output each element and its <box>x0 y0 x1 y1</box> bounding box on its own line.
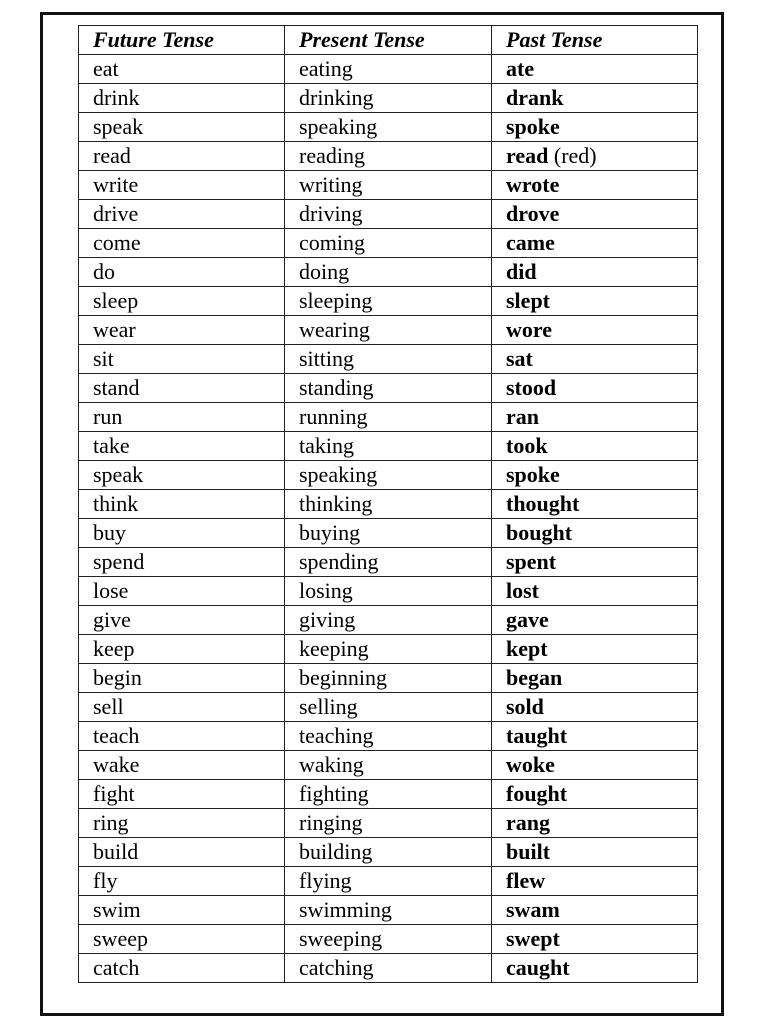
present-tense-cell: speaking <box>285 113 492 142</box>
past-tense-cell <box>492 287 698 316</box>
future-tense-cell: speak <box>79 461 285 490</box>
table-row <box>79 548 698 577</box>
present-tense-cell: losing <box>285 577 492 606</box>
future-tense-cell: buy <box>79 519 285 548</box>
header-past-tense: Past Tense <box>492 26 698 55</box>
future-tense-cell: build <box>79 838 285 867</box>
present-tense-cell: selling <box>285 693 492 722</box>
table-row <box>79 664 698 693</box>
past-tense-cell <box>492 664 698 693</box>
table-row <box>79 693 698 722</box>
table-row <box>79 635 698 664</box>
present-tense-cell: buying <box>285 519 492 548</box>
present-tense-cell: keeping <box>285 635 492 664</box>
past-tense-cell <box>492 867 698 896</box>
present-tense-cell: taking <box>285 432 492 461</box>
past-tense-word: kept <box>506 636 548 661</box>
table-row <box>79 200 698 229</box>
past-tense-word: thought <box>506 491 580 516</box>
past-tense-word: drove <box>506 201 560 226</box>
past-tense-word: woke <box>506 752 555 777</box>
past-tense-cell <box>492 490 698 519</box>
present-tense-cell: writing <box>285 171 492 200</box>
past-tense-word: lost <box>506 578 539 603</box>
table-row <box>79 345 698 374</box>
table-row <box>79 577 698 606</box>
table-row <box>79 780 698 809</box>
present-tense-cell: drinking <box>285 84 492 113</box>
table-row <box>79 809 698 838</box>
past-tense-cell <box>492 722 698 751</box>
table-row <box>79 867 698 896</box>
present-tense-cell: teaching <box>285 722 492 751</box>
present-tense-cell: swimming <box>285 896 492 925</box>
past-tense-cell <box>492 432 698 461</box>
past-tense-cell <box>492 809 698 838</box>
table-row <box>79 606 698 635</box>
present-tense-cell: giving <box>285 606 492 635</box>
past-tense-cell <box>492 461 698 490</box>
present-tense-cell: waking <box>285 751 492 780</box>
past-tense-cell <box>492 55 698 84</box>
past-tense-cell <box>492 838 698 867</box>
future-tense-cell: drink <box>79 84 285 113</box>
past-tense-word: gave <box>506 607 549 632</box>
future-tense-cell: give <box>79 606 285 635</box>
present-tense-cell: beginning <box>285 664 492 693</box>
past-tense-cell <box>492 229 698 258</box>
pronunciation-note: (red) <box>548 143 597 168</box>
past-tense-word: slept <box>506 288 550 313</box>
past-tense-word: did <box>506 259 537 284</box>
past-tense-word: taught <box>506 723 568 748</box>
past-tense-word: fought <box>506 781 568 806</box>
past-tense-word: built <box>506 839 551 864</box>
future-tense-cell: swim <box>79 896 285 925</box>
future-tense-cell: take <box>79 432 285 461</box>
table-row <box>79 287 698 316</box>
present-tense-cell: ringing <box>285 809 492 838</box>
present-tense-cell: speaking <box>285 461 492 490</box>
past-tense-cell <box>492 548 698 577</box>
past-tense-cell <box>492 925 698 954</box>
table-row <box>79 142 698 171</box>
past-tense-cell <box>492 519 698 548</box>
past-tense-word: swept <box>506 926 560 951</box>
future-tense-cell: ring <box>79 809 285 838</box>
present-tense-cell: wearing <box>285 316 492 345</box>
past-tense-word: flew <box>506 868 546 893</box>
table-row <box>79 403 698 432</box>
future-tense-cell: speak <box>79 113 285 142</box>
past-tense-word: read <box>506 143 549 168</box>
past-tense-word: drank <box>506 85 564 110</box>
present-tense-cell: sweeping <box>285 925 492 954</box>
past-tense-word: caught <box>506 955 570 980</box>
table-row <box>79 316 698 345</box>
future-tense-cell: drive <box>79 200 285 229</box>
future-tense-cell: catch <box>79 954 285 983</box>
present-tense-cell: coming <box>285 229 492 258</box>
future-tense-cell: keep <box>79 635 285 664</box>
future-tense-cell: fight <box>79 780 285 809</box>
future-tense-cell: wake <box>79 751 285 780</box>
present-tense-cell: sitting <box>285 345 492 374</box>
future-tense-cell: teach <box>79 722 285 751</box>
past-tense-word: rang <box>506 810 550 835</box>
past-tense-cell <box>492 142 698 171</box>
future-tense-cell: eat <box>79 55 285 84</box>
present-tense-cell: standing <box>285 374 492 403</box>
table-row <box>79 55 698 84</box>
present-tense-cell: thinking <box>285 490 492 519</box>
table-body <box>79 55 698 983</box>
past-tense-cell <box>492 577 698 606</box>
past-tense-cell <box>492 113 698 142</box>
present-tense-cell: flying <box>285 867 492 896</box>
past-tense-word: stood <box>506 375 557 400</box>
present-tense-cell: reading <box>285 142 492 171</box>
past-tense-word: wrote <box>506 172 560 197</box>
table-row <box>79 374 698 403</box>
future-tense-cell: sweep <box>79 925 285 954</box>
present-tense-cell: eating <box>285 55 492 84</box>
past-tense-cell <box>492 374 698 403</box>
past-tense-word: wore <box>506 317 553 342</box>
past-tense-cell <box>492 345 698 374</box>
future-tense-cell: come <box>79 229 285 258</box>
present-tense-cell: sleeping <box>285 287 492 316</box>
present-tense-cell: catching <box>285 954 492 983</box>
present-tense-cell: building <box>285 838 492 867</box>
future-tense-cell: do <box>79 258 285 287</box>
past-tense-cell <box>492 896 698 925</box>
header-future-tense: Future Tense <box>79 26 285 55</box>
present-tense-cell: spending <box>285 548 492 577</box>
future-tense-cell: fly <box>79 867 285 896</box>
past-tense-cell <box>492 780 698 809</box>
past-tense-word: bought <box>506 520 573 545</box>
future-tense-cell: sleep <box>79 287 285 316</box>
present-tense-cell: doing <box>285 258 492 287</box>
past-tense-cell <box>492 84 698 113</box>
past-tense-word: spoke <box>506 114 560 139</box>
table-row <box>79 84 698 113</box>
past-tense-cell <box>492 258 698 287</box>
table-header-row <box>79 26 698 55</box>
future-tense-cell: begin <box>79 664 285 693</box>
past-tense-word: spent <box>506 549 557 574</box>
table-row <box>79 258 698 287</box>
future-tense-cell: lose <box>79 577 285 606</box>
past-tense-cell <box>492 316 698 345</box>
future-tense-cell: sell <box>79 693 285 722</box>
header-present-tense: Present Tense <box>285 26 492 55</box>
past-tense-cell <box>492 606 698 635</box>
present-tense-cell: running <box>285 403 492 432</box>
past-tense-word: ran <box>506 404 539 429</box>
past-tense-word: spoke <box>506 462 560 487</box>
future-tense-cell: stand <box>79 374 285 403</box>
table-row <box>79 925 698 954</box>
past-tense-word: sold <box>506 694 544 719</box>
past-tense-cell <box>492 635 698 664</box>
table-row <box>79 171 698 200</box>
past-tense-word: ate <box>506 56 535 81</box>
past-tense-cell <box>492 403 698 432</box>
table-row <box>79 113 698 142</box>
future-tense-cell: run <box>79 403 285 432</box>
present-tense-cell: driving <box>285 200 492 229</box>
past-tense-word: began <box>506 665 563 690</box>
table-row <box>79 432 698 461</box>
table-row <box>79 751 698 780</box>
future-tense-cell: write <box>79 171 285 200</box>
past-tense-word: swam <box>506 897 560 922</box>
past-tense-cell <box>492 751 698 780</box>
future-tense-cell: read <box>79 142 285 171</box>
past-tense-word: took <box>506 433 548 458</box>
table-row <box>79 838 698 867</box>
table-row <box>79 461 698 490</box>
past-tense-word: came <box>506 230 555 255</box>
present-tense-cell: fighting <box>285 780 492 809</box>
past-tense-cell <box>492 693 698 722</box>
future-tense-cell: wear <box>79 316 285 345</box>
table-row <box>79 519 698 548</box>
table-row <box>79 896 698 925</box>
future-tense-cell: sit <box>79 345 285 374</box>
past-tense-cell <box>492 200 698 229</box>
past-tense-word: sat <box>506 346 533 371</box>
past-tense-cell <box>492 171 698 200</box>
future-tense-cell: think <box>79 490 285 519</box>
table-row <box>79 722 698 751</box>
table-row <box>79 490 698 519</box>
verb-tense-table <box>78 25 698 983</box>
table-row <box>79 229 698 258</box>
future-tense-cell: spend <box>79 548 285 577</box>
past-tense-cell <box>492 954 698 983</box>
table-row <box>79 954 698 983</box>
